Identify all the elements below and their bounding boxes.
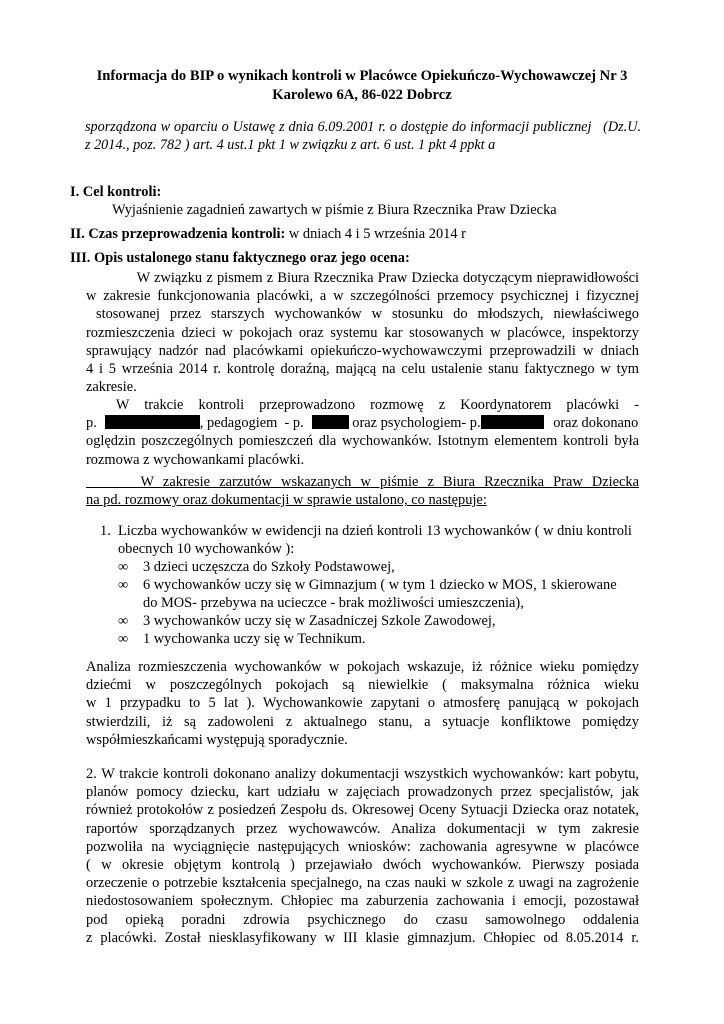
title-line: Informacja do BIP o wynikach kontroli w Placówce Opiekuńczo-Wychowawczej Nr 3: [96, 68, 628, 84]
subtitle-line: z 2014., poz. 782 ) art. 4 ust.1 pkt 1 w związku z art. 6 ust. 1 pkt 4 ppkt a: [85, 137, 496, 153]
paragraph-line: Analiza rozmieszczenia wychowanków w pokojach wskazuje, iż różnice wieku pomiędzy: [86, 659, 639, 675]
list-item-1-line: 1. Liczba wychowanków w ewidencji na dzień kontroli 13 wychowanków ( w dniu kontroli: [100, 523, 632, 539]
bullet-item: [100, 558, 645, 576]
subtitle-line: sporządzona w oparciu o Ustawę z dnia 6.09.2001 r. o dostępie do informacji publicznej (Dz.U.: [85, 119, 641, 135]
infinity-bullet-icon: ∞: [118, 577, 129, 593]
bullet-text: 3 dzieci uczęszcza do Szkoły Podstawowej,: [143, 559, 395, 575]
underlined-line: na pd. rozmowy oraz dokumentacji w sprawie ustalono, co następuje:: [86, 492, 487, 509]
paragraph-line: 4 i 5 września 2014 r. kontrolę doraźną, mającą na celu ustalenie stanu faktycznego w tym: [86, 360, 639, 377]
paragraph-line: W związku z pismem z Biura Rzecznika Praw Dziecka dotyczącym nieprawidłowości: [86, 270, 639, 286]
section-2-text: w dniach 4 i 5 września 2014 r: [285, 226, 466, 242]
section-1-text: Wyjaśnienie zagadnień zawartych w piśmie z Biura Rzecznika Praw Dziecka: [112, 202, 557, 218]
section-2-heading: II. Czas przeprowadzenia kontroli:: [70, 226, 286, 242]
paragraph-line: dziećmi w poszczególnych pokojach są niewielkie ( maksymalna różnica wieku: [86, 677, 639, 694]
infinity-bullet-icon: ∞: [118, 631, 129, 647]
numbered-list: [100, 522, 645, 648]
title-line: Karolewo 6A, 86-022 Dobrcz: [272, 87, 452, 103]
paragraph-line: współmieszkańcami występują sporadycznie.: [86, 731, 348, 748]
bullet-item: [100, 612, 645, 630]
paragraph-line: ( w okresie objętym kontrolą ) przejawiało dwóch wychowanków. Pierwszy posiada: [86, 856, 639, 873]
redaction-block: [481, 415, 544, 429]
bullet-item: [100, 576, 645, 612]
paragraph-4: [86, 765, 639, 947]
redacted-label-text: oraz dokonano: [549, 415, 639, 432]
paragraph-line: niedostosowaniem społecznym. Chłopiec ma zaburzenia zachowania i emocji, pozostawał: [86, 893, 639, 910]
paragraph-line: stosowanej przez starszych wychowanków w stosunku do młodszych, niewłaściwego: [86, 306, 639, 323]
paragraph-line: również protokołów z posiedzeń Zespołu ds. Okresowej Oceny Sytuacji Dziecka oraz notatek,: [86, 802, 639, 819]
paragraph-line: oględzin poszczególnych pomieszczeń dla wychowanków. Istotnym elementem kontroli była: [86, 433, 639, 450]
redacted-label-text: oraz psychologiem- p.: [348, 415, 481, 432]
section-2-row: [70, 225, 466, 243]
paragraph-line: z placówki. Został niesklasyfikowany w III klasie gimnazjum. Chłopiec od 8.05.2014 r.: [86, 929, 639, 946]
underlined-line: W zakresie zarzutów wskazanych w piśmie z Biura Rzecznika Praw Dziecka: [86, 474, 639, 490]
paragraph-line: raportów sporządzanych przez wychowawców. Analiza dokumentacji w tym zakresie: [86, 820, 639, 837]
bullet-text: 6 wychowanków uczy się w Gimnazjum ( w tym 1 dziecko w MOS, 1 skierowane: [143, 577, 617, 593]
paragraph-line: w zakresie funkcjonowania placówki, a w szczególności przemocy psychicznej i fizycznej: [86, 288, 639, 305]
bullet-text: 3 wychowanków uczy się w Zasadniczej Szkole Zawodowej,: [143, 613, 496, 629]
section-1-heading: I. Cel kontroli:: [70, 184, 162, 200]
paragraph-2: [86, 396, 639, 469]
paragraph-line: W trakcie kontroli przeprowadzono rozmowę z Koordynatorem placówki -: [86, 397, 639, 413]
paragraph-line: pozwoliła na wyciągnięcie następujących wniosków: zachowania agresywne w placówce: [86, 838, 639, 855]
document-title: [80, 67, 644, 105]
paragraph-line: sprawujący nadzór nad placówkami opiekuńczo-wychowawczymi przeprowadzili w dniach: [86, 342, 639, 359]
redacted-label-text: , pedagogiem - p.: [199, 415, 304, 432]
paragraph-line: rozmowa z wychowankami placówki.: [86, 451, 305, 468]
paragraph-line: rozmieszczenia dzieci w pokojach oraz systemu kar stosowanych w placówce, inspektorzy: [86, 324, 639, 341]
bullet-item: [100, 630, 645, 648]
bullet-text: 1 wychowanka uczy się w Technikum.: [143, 631, 366, 647]
document-subtitle: [85, 118, 641, 154]
paragraph-3: [86, 658, 639, 749]
redaction-block: [105, 415, 200, 429]
paragraph-line: zakresie.: [86, 379, 137, 396]
paragraph-line: orzeczenie o potrzebie kształcenia specjalnego, na czas nauki w szkole z uwagi na zagrożenie: [86, 875, 639, 892]
redaction-block: [312, 415, 349, 429]
paragraph-line: planów pomocy dziecku, kart udziału w zajęciach prowadzonych przez specjalistów, jak: [86, 784, 639, 801]
infinity-bullet-icon: ∞: [118, 559, 129, 575]
infinity-bullet-icon: ∞: [118, 613, 129, 629]
paragraph-line: w 1 przypadku to 5 lat ). Wychowankowie zapytani o atmosferę panującą w pokojach: [86, 695, 639, 712]
paragraph-line: 2. W trakcie kontroli dokonano analizy dokumentacji wszystkich wychowanków: kart pobytu,: [86, 766, 639, 782]
underlined-paragraph: [86, 473, 639, 509]
paragraph-line: pod opieką poradni zdrowia psychicznego do czasu samowolnego oddalenia: [86, 911, 639, 928]
paragraph-line-redacted: [86, 414, 639, 432]
redacted-label-prefix: p.: [86, 415, 97, 432]
paragraph-1: [86, 269, 639, 396]
list-item-1-line: obecnych 10 wychowanków ):: [100, 541, 295, 557]
paragraph-line: stwierdzili, iż są zadowoleni z aktualnego stanu, a sytuacje konfliktowe pomiędzy: [86, 713, 639, 730]
bullet-text: do MOS- przebywa na ucieczce - brak możliwości umieszczenia),: [143, 595, 524, 611]
section-3-heading: III. Opis ustalonego stanu faktycznego oraz jego ocena:: [70, 250, 410, 266]
